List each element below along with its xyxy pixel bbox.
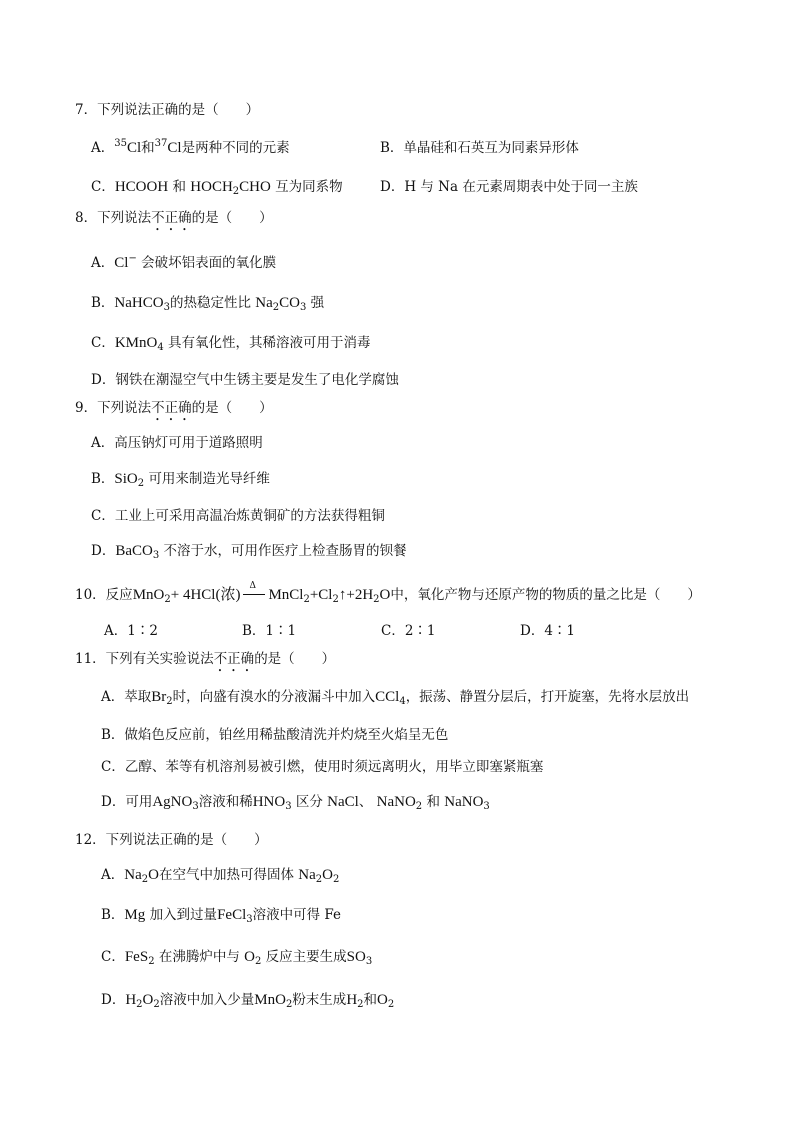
q11-option-b: B．做焰色反应前，铂丝用稀盐酸清洗并灼烧至火焰呈无色 <box>101 727 449 743</box>
q11-stem: 11．下列有关实验说法不正确的是（ ） <box>75 651 336 667</box>
reaction-arrow: Δ <box>240 586 268 604</box>
q11-option-d: D．可用AgNO$_3$溶液和稀$HNO_3$ 区分 NaCl、 NaNO$_2$ 和 NaNO$_3$ <box>101 794 490 812</box>
q8-option-d: D．钢铁在潮湿空气中生锈主要是发生了电化学腐蚀 <box>91 372 399 388</box>
q12-option-a: A．$Na_2O$在空气中加热可得固体 $Na_2O_2$ <box>101 867 340 885</box>
emphasis-dots: 不正确 <box>151 400 192 416</box>
q8-option-c: C．KMnO$_4$ 具有氧化性，其稀溶液可用于消毒 <box>91 335 371 353</box>
q7-option-b: B．单晶硅和石英互为同素异形体 <box>380 140 579 156</box>
q8-stem: 8．下列说法不正确的是（ ） <box>75 210 273 226</box>
q9-option-a: A．高压钠灯可用于道路照明 <box>91 435 263 451</box>
q12-option-d: D．$H_2O_2$溶液中加入少量MnO$_2$粉末生成$H_2$和$O_2$ <box>101 992 395 1010</box>
q7-option-d: D．H 与 Na 在元素周期表中处于同一主族 <box>380 179 638 195</box>
q9-option-d: D．BaCO$_3$ 不溶于水，可用作医疗上检查肠胃的钡餐 <box>91 543 407 561</box>
q10-option-c: C．2∶1 <box>381 623 436 639</box>
q7-option-a: A．$^{35}$Cl和$^{37}$Cl是两种不同的元素 <box>91 138 290 156</box>
q11-option-a: A．萃取$Br_2$时，向盛有溴水的分液漏斗中加入CCl$_4$，振荡、静置分层后，打开旋塞，先将水层放出 <box>101 689 690 707</box>
q10-stem: 10．反应MnO$_2$+ 4HCl(浓) Δ $MnCl_2+Cl_2↑+2H_2O$中，氧化产物与还原产物的物质的量之比是（ ） <box>75 581 701 605</box>
emphasis-dots: 不正确 <box>213 651 255 667</box>
q12-option-c: C．FeS$_2$ 在沸腾炉中与 $O_2$ 反应主要生成$SO_3$ <box>101 949 373 967</box>
q10-option-d: D．4∶1 <box>520 623 576 639</box>
q12-option-b: B．Mg 加入到过量FeCl$_3$溶液中可得 Fe <box>101 907 342 925</box>
q12-stem: 12．下列说法正确的是（ ） <box>75 832 268 848</box>
q11-option-c: C．乙醇、苯等有机溶剂易被引燃，使用时须远离明火，用毕立即塞紧瓶塞 <box>101 759 544 775</box>
q8-option-b: B．NaHCO$_3$的热稳定性比 $Na_2CO_3$ 强 <box>91 295 325 313</box>
q9-option-b: B．SiO$_2$ 可用来制造光导纤维 <box>91 471 270 489</box>
q7-option-c: C．HCOOH 和 $HOCH_2CHO$ 互为同系物 <box>91 179 343 197</box>
q9-stem: 9．下列说法不正确的是（ ） <box>75 400 273 416</box>
q9-option-c: C．工业上可采用高温冶炼黄铜矿的方法获得粗铜 <box>91 508 385 524</box>
q10-option-a: A．1∶2 <box>104 623 158 639</box>
emphasis-dots: 不正确 <box>151 210 192 226</box>
q8-option-a: A．Cl− 会破坏铝表面的氧化膜 <box>91 253 277 271</box>
q7-stem: 7．下列说法正确的是（ ） <box>75 102 260 118</box>
q10-option-b: B．1∶1 <box>242 623 297 639</box>
